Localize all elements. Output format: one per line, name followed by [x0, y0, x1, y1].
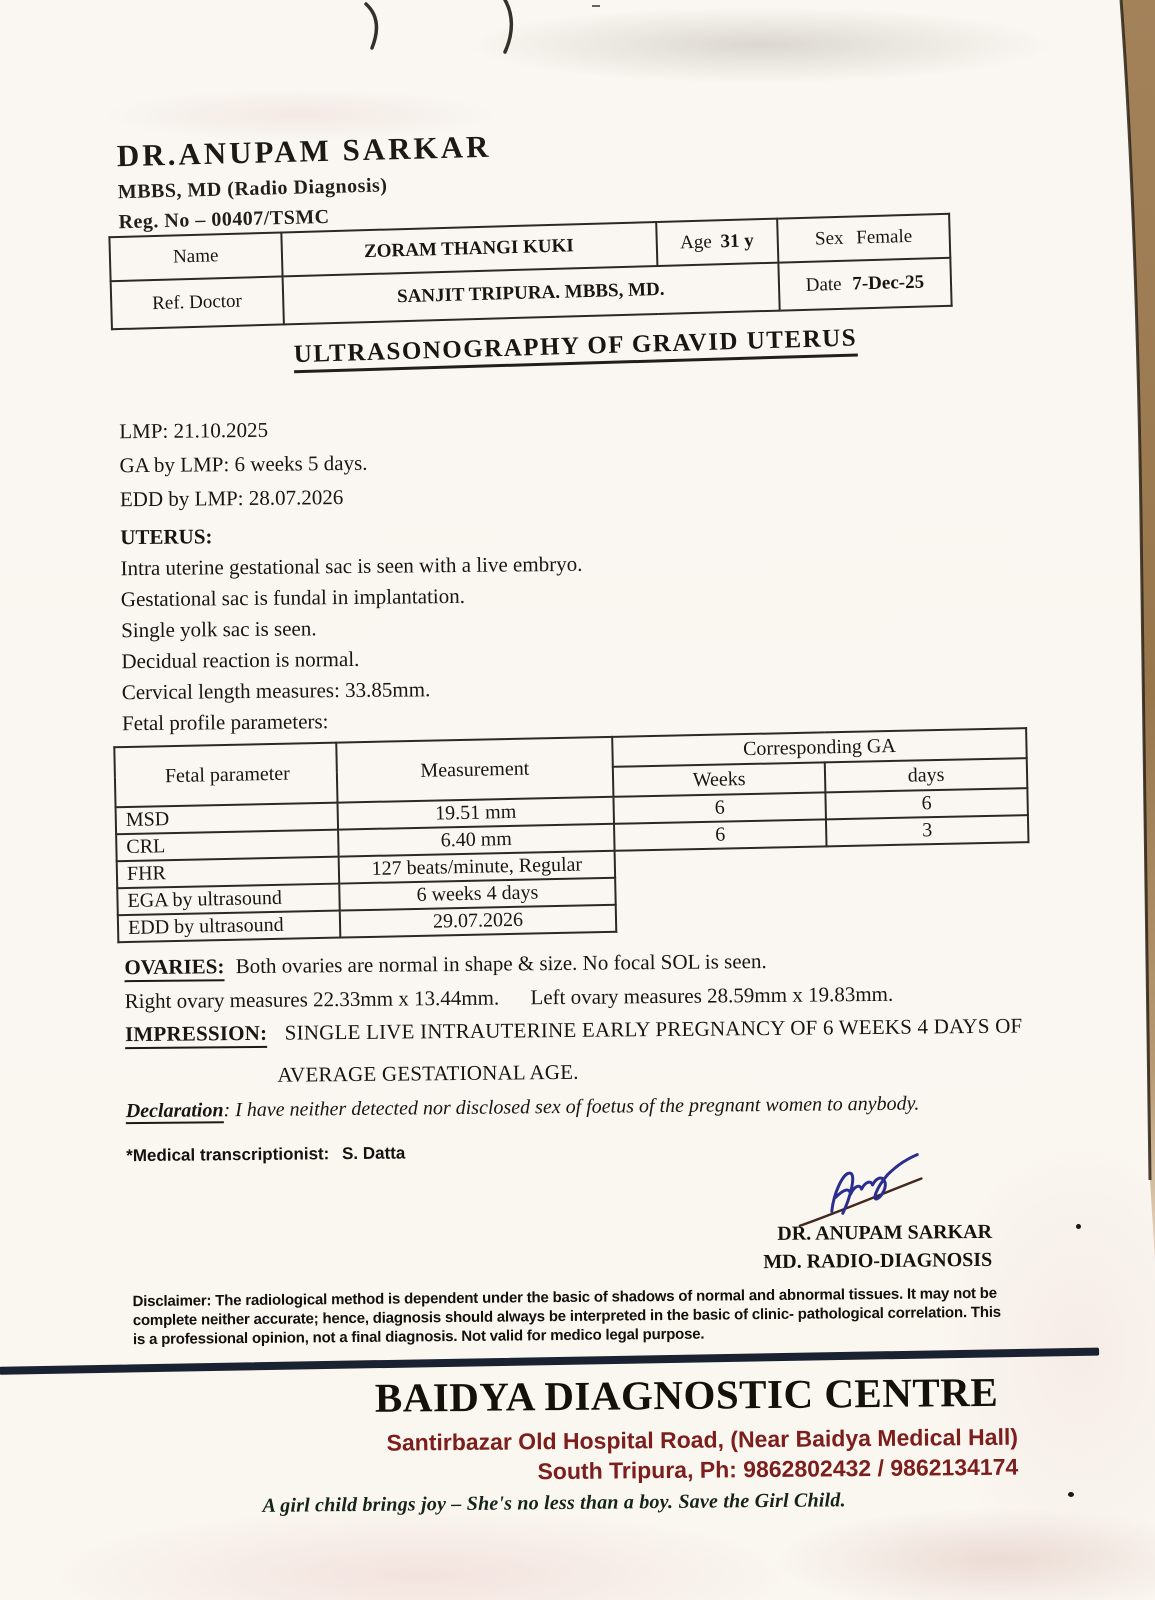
declaration	[126, 1093, 920, 1124]
age-label: Age	[679, 231, 713, 254]
edd-by-lmp-line: EDD by LMP: 28.07.2026	[119, 485, 344, 512]
right-ovary-measurement: Right ovary measures 22.33mm x 13.44mm.	[124, 985, 500, 1014]
declaration-heading: Declaration	[125, 1099, 224, 1123]
patient-age: 31 y	[720, 230, 755, 253]
doctor-name: DR.ANUPAM SARKAR	[116, 128, 492, 174]
uterus-heading: UTERUS:	[120, 524, 213, 550]
centre-name: BAIDYA DIAGNOSTIC CENTRE	[374, 1368, 999, 1421]
transcriptionist-line	[126, 1144, 405, 1167]
centre-address-line-1: Santirbazar Old Hospital Road, (Near Baidya Medical Hall)	[386, 1423, 1019, 1456]
fetal-parameters-table	[113, 727, 1031, 943]
signatory-title: MD. RADIO-DIAGNOSIS	[763, 1248, 993, 1274]
patient-sex: Female	[855, 225, 913, 249]
letterhead	[116, 129, 493, 234]
measurement-cell: 29.07.2026	[340, 905, 617, 938]
fetal-profile-label: Fetal profile parameters:	[121, 709, 329, 736]
transcriptionist-label: *Medical transcriptionist:	[126, 1144, 330, 1166]
ovaries-summary: Both ovaries are normal in shape & size. No focal SOL is seen.	[235, 949, 767, 979]
col-measurement: Measurement	[336, 737, 613, 803]
uterus-finding: Decidual reaction is normal.	[121, 646, 360, 674]
impression-section	[125, 1014, 1023, 1090]
uterus-finding: Cervical length measures: 33.85mm.	[121, 677, 431, 705]
declaration-text: : I have neither detected nor disclosed sex of foetus of the pregnant women to anybody.	[223, 1092, 920, 1122]
name-label: Name	[109, 232, 282, 281]
signatory-name: DR. ANUPAM SARKAR	[777, 1220, 993, 1245]
doctor-qualifications: MBBS, MD (Radio Diagnosis)	[117, 174, 388, 204]
impression-text-1: SINGLE LIVE INTRAUTERINE EARLY PREGNANCY OF 6 WEEKS 4 DAYS OF	[284, 1013, 1023, 1045]
disclaimer-text: Disclaimer: The radiological method is dependent under the basic of shadows of normal and abnormal tissues. It may not be complete neither accurate; hence, diagnosis should always be interpreted in the basic of clinic- pathological correlation. This is a professional opinion, not a final diagnosis. Not valid for medico legal purpose.	[132, 1284, 1001, 1349]
col-days: days	[825, 758, 1028, 792]
date-label: Date	[805, 273, 842, 296]
col-weeks: Weeks	[613, 762, 826, 796]
patient-sex-cell	[777, 214, 950, 263]
patient-name: ZORAM THANGI KUKI	[281, 222, 657, 276]
ref-doctor-name: SANJIT TRIPURA. MBBS, MD.	[282, 263, 779, 325]
doctor-registration: Reg. No – 00407/TSMC	[118, 205, 330, 234]
param-cell: CRL	[116, 830, 339, 862]
lmp-line: LMP: 21.10.2025	[119, 417, 269, 444]
report-date: 7-Dec-25	[852, 271, 925, 295]
measurement-cell: 6.40 mm	[338, 824, 615, 857]
ref-doctor-label: Ref. Doctor	[111, 276, 284, 329]
ovaries-heading: OVARIES:	[124, 954, 224, 982]
param-cell: MSD	[116, 803, 339, 835]
sex-label: Sex	[814, 227, 844, 250]
lmp-block	[119, 412, 368, 516]
param-cell: EDD by ultrasound	[118, 911, 341, 943]
param-cell: EGA by ultrasound	[117, 884, 340, 916]
col-corresponding-ga: Corresponding GA	[612, 728, 1027, 767]
impression-line-1	[125, 1014, 1023, 1048]
transcriptionist-name: S. Datta	[341, 1143, 406, 1164]
report-date-cell	[778, 258, 951, 311]
centre-address-line-2: South Tripura, Ph: 9862802432 / 9862134174	[537, 1453, 1019, 1485]
uterus-finding: Intra uterine gestational sac is seen with a live embryo.	[120, 551, 583, 581]
uterus-finding: Gestational sac is fundal in implantation.	[120, 583, 466, 612]
impression-text-2: AVERAGE GESTATIONAL AGE.	[277, 1059, 579, 1087]
measurement-cell: 6 weeks 4 days	[339, 878, 616, 911]
ga-by-lmp-line: GA by LMP: 6 weeks 5 days.	[119, 450, 368, 478]
signatory-block	[702, 1218, 993, 1277]
impression-heading: IMPRESSION:	[125, 1021, 267, 1049]
days-cell: 6	[825, 788, 1028, 819]
patient-age-cell	[656, 219, 778, 266]
ovaries-line-2	[125, 977, 894, 1018]
weeks-cell: 6	[613, 792, 826, 823]
col-fetal-parameter: Fetal parameter	[114, 743, 337, 808]
days-cell: 3	[826, 815, 1029, 846]
param-cell: FHR	[117, 857, 340, 889]
report-title: ULTRASONOGRAPHY OF GRAVID UTERUS	[293, 324, 857, 373]
uterus-finding: Single yolk sac is seen.	[121, 616, 317, 643]
weeks-cell: 6	[614, 819, 827, 850]
centre-slogan: A girl child brings joy – She's no less than a boy. Save the Girl Child.	[262, 1489, 846, 1517]
left-ovary-measurement: Left ovary measures 28.59mm x 19.83mm.	[530, 981, 894, 1010]
measurement-cell: 19.51 mm	[338, 797, 615, 830]
measurement-cell: 127 beats/minute, Regular	[339, 851, 616, 884]
uterus-section	[120, 518, 584, 739]
ovaries-section	[124, 943, 893, 1018]
